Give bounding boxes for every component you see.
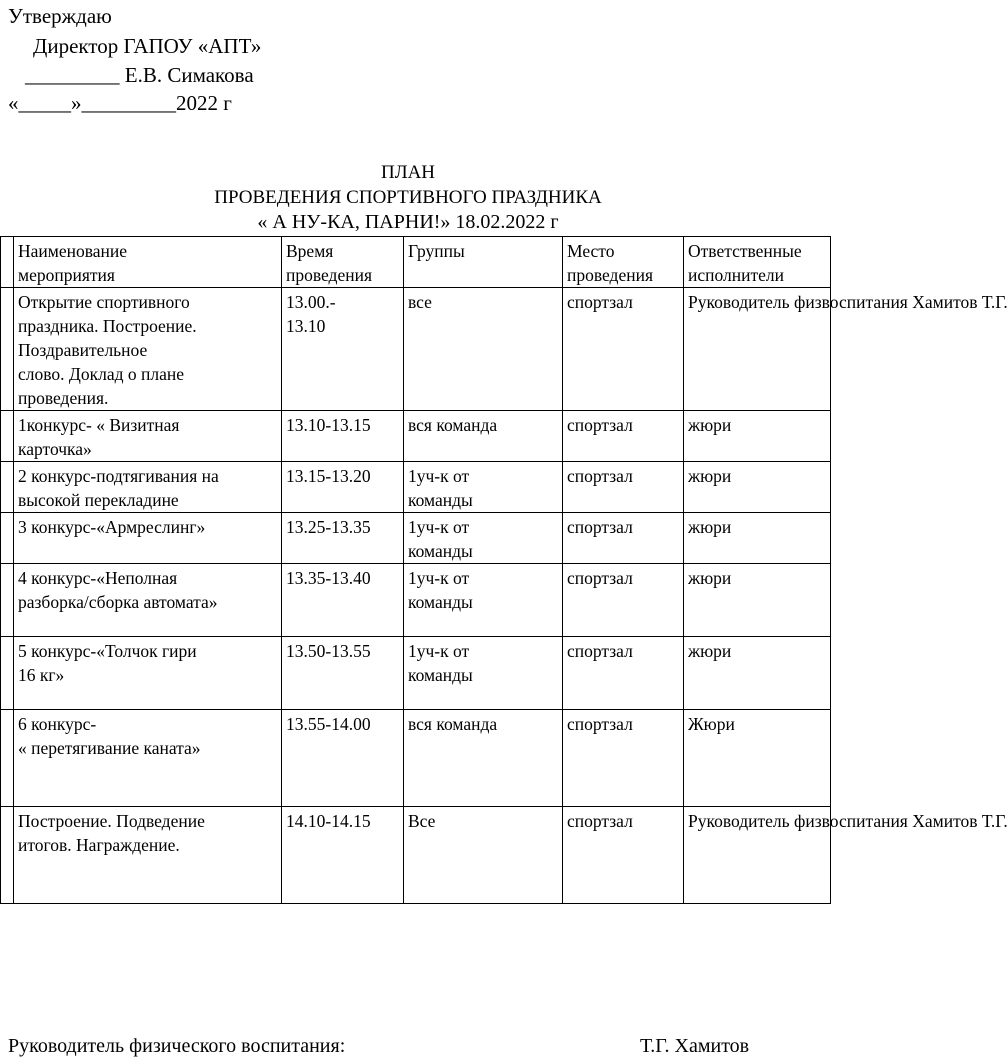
cell-groups: 1уч-к от команды <box>404 564 563 637</box>
table-margin-cell <box>1 637 14 710</box>
header-responsible: Ответственные исполнители <box>684 237 831 288</box>
plan-subtitle: ПРОВЕДЕНИЯ СПОРТИВНОГО ПРАЗДНИКА <box>214 187 602 208</box>
table-margin-cell <box>1 513 14 564</box>
table-margin-cell <box>1 564 14 637</box>
approval-line-3: _________ Е.В. Симакова <box>25 63 254 87</box>
header-time: Время проведения <box>282 237 404 288</box>
table-row <box>1 411 831 462</box>
footer-name: Т.Г. Хамитов <box>640 1035 750 1057</box>
cell-time: 13.35-13.40 <box>282 564 404 637</box>
approval-line-4: «_____»_________2022 г <box>8 91 232 115</box>
table-margin-cell <box>1 411 14 462</box>
cell-place: спортзал <box>563 564 684 637</box>
cell-time: 13.55-14.00 <box>282 710 404 807</box>
cell-event-name: Построение. Подведение итогов. Награждение. <box>14 807 282 904</box>
table-row <box>1 288 831 411</box>
table-row <box>1 462 831 513</box>
cell-time: 13.10-13.15 <box>282 411 404 462</box>
table-row <box>1 513 831 564</box>
cell-place: спортзал <box>563 411 684 462</box>
cell-event-name: Открытие спортивного праздника. Построение. Поздравительное слово. Доклад о плане проведения. <box>14 288 282 411</box>
cell-responsible: Руководитель физвоспитания Хамитов Т.Г. <box>684 807 831 904</box>
cell-event-name: 4 конкурс-«Неполная разборка/сборка автомата» <box>14 564 282 637</box>
cell-responsible: Жюри <box>684 710 831 807</box>
plan-title: ПЛАН <box>380 162 436 183</box>
table-margin-cell <box>1 710 14 807</box>
cell-event-name: 5 конкурс-«Толчок гири 16 кг» <box>14 637 282 710</box>
table-row <box>1 564 831 637</box>
cell-place: спортзал <box>563 807 684 904</box>
cell-place: спортзал <box>563 637 684 710</box>
cell-event-name: 6 конкурс- « перетягивание каната» <box>14 710 282 807</box>
cell-place: спортзал <box>563 513 684 564</box>
header-event-name: Наименование мероприятия <box>14 237 282 288</box>
table-margin-cell <box>1 237 14 288</box>
footer-role: Руководитель физического воспитания: <box>8 1035 346 1057</box>
cell-time: 13.25-13.35 <box>282 513 404 564</box>
cell-time: 13.50-13.55 <box>282 637 404 710</box>
plan-table <box>0 236 1008 904</box>
cell-event-name: 3 конкурс-«Армреслинг» <box>14 513 282 564</box>
table-margin-cell <box>1 807 14 904</box>
cell-event-name: 2 конкурс-подтягивания на высокой перекладине <box>14 462 282 513</box>
cell-groups: 1уч-к от команды <box>404 462 563 513</box>
table-row <box>1 710 831 807</box>
approval-line-2: Директор ГАПОУ «АПТ» <box>33 34 262 58</box>
approval-line-1: Утверждаю <box>8 4 112 28</box>
cell-time: 14.10-14.15 <box>282 807 404 904</box>
cell-groups: 1уч-к от команды <box>404 513 563 564</box>
table-header-row <box>1 237 831 288</box>
cell-groups: все <box>404 288 563 411</box>
cell-groups: 1уч-к от команды <box>404 637 563 710</box>
plan-event-name: « А НУ-КА, ПАРНИ!» 18.02.2022 г <box>257 211 559 233</box>
cell-time: 13.00.- 13.10 <box>282 288 404 411</box>
cell-responsible: жюри <box>684 462 831 513</box>
cell-responsible: Руководитель физвоспитания Хамитов Т.Г. <box>684 288 831 411</box>
cell-place: спортзал <box>563 710 684 807</box>
cell-groups: вся команда <box>404 710 563 807</box>
cell-place: спортзал <box>563 288 684 411</box>
cell-responsible: жюри <box>684 564 831 637</box>
cell-time: 13.15-13.20 <box>282 462 404 513</box>
header-place: Место проведения <box>563 237 684 288</box>
header-groups: Группы <box>404 237 563 288</box>
table-row <box>1 637 831 710</box>
cell-place: спортзал <box>563 462 684 513</box>
table-margin-cell <box>1 288 14 411</box>
table-row <box>1 807 831 904</box>
cell-responsible: жюри <box>684 513 831 564</box>
cell-event-name: 1конкурс- « Визитная карточка» <box>14 411 282 462</box>
table-margin-cell <box>1 462 14 513</box>
cell-responsible: жюри <box>684 411 831 462</box>
cell-responsible: жюри <box>684 637 831 710</box>
cell-groups: вся команда <box>404 411 563 462</box>
cell-groups: Все <box>404 807 563 904</box>
